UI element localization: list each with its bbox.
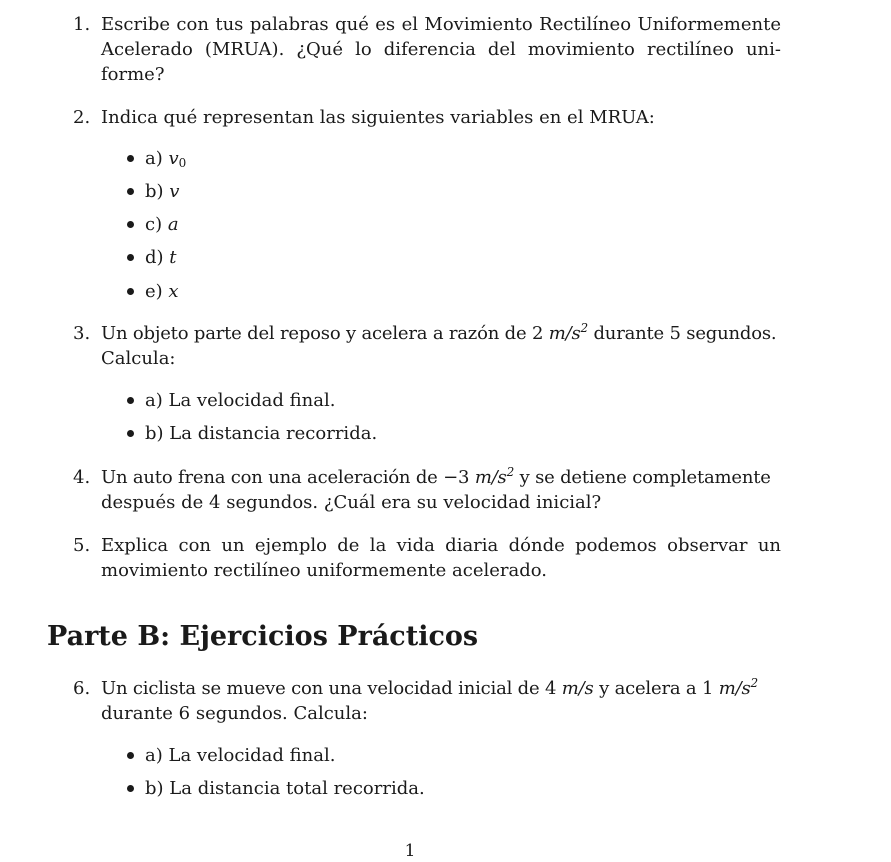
item-label: b) xyxy=(145,778,164,799)
item-label: b) xyxy=(145,181,164,202)
page-number: 1 xyxy=(404,841,416,861)
bullet-icon xyxy=(127,288,134,295)
question-line: movimiento rectilíneo uniformemente acelerado. xyxy=(101,560,548,581)
question-4 xyxy=(73,465,781,515)
unit-exponent: 2 xyxy=(750,676,758,690)
bullet-icon xyxy=(127,752,134,759)
section-title: Parte B: Ejercicios Prácticos xyxy=(47,621,479,652)
item-label: c) xyxy=(145,214,163,235)
variable-subscript: 0 xyxy=(178,156,187,170)
item-label: a) xyxy=(145,148,163,169)
question-text: Indica qué representan las siguientes variables en el MRUA: xyxy=(101,107,655,128)
item-label: e) xyxy=(145,281,163,302)
list-item xyxy=(123,212,179,237)
question-text xyxy=(101,321,781,371)
question-number: 5. xyxy=(73,535,91,556)
unit: m/s xyxy=(561,678,594,699)
item-label: d) xyxy=(145,247,164,268)
item-text: La velocidad final. xyxy=(168,745,336,766)
list-item xyxy=(123,743,335,768)
bullet-icon xyxy=(127,397,134,404)
question-line: durante 6 segundos. Calcula: xyxy=(101,703,368,724)
question-number: 6. xyxy=(73,678,91,699)
list-item xyxy=(123,388,335,413)
question-3 xyxy=(73,321,781,371)
question-text xyxy=(101,465,781,515)
item-label: a) xyxy=(145,390,163,411)
bullet-icon xyxy=(127,155,134,162)
unit: m/s xyxy=(548,323,581,344)
variable: t xyxy=(169,247,177,268)
bullet-icon xyxy=(127,430,134,437)
question-line: forme? xyxy=(101,64,165,85)
bullet-icon xyxy=(127,254,134,261)
question-text-part: durante 5 segundos. xyxy=(593,323,777,344)
question-number: 3. xyxy=(73,323,91,344)
question-text-part: Un ciclista se mueve con una velocidad inicial de 4 xyxy=(101,678,557,699)
question-text xyxy=(101,533,781,583)
question-2 xyxy=(73,105,781,130)
list-item xyxy=(123,245,177,270)
item-text: La velocidad final. xyxy=(168,390,336,411)
unit: m/s xyxy=(718,678,751,699)
unit: m/s xyxy=(474,467,507,488)
variable: v xyxy=(169,181,180,202)
unit-exponent: 2 xyxy=(506,465,515,479)
question-text-part: y acelera a 1 xyxy=(599,678,714,699)
question-line: Calcula: xyxy=(101,348,176,369)
list-item xyxy=(123,146,186,171)
variable: a xyxy=(167,214,179,235)
value: −3 xyxy=(443,467,470,488)
list-item xyxy=(123,179,179,204)
question-6 xyxy=(73,676,781,726)
item-label: b) xyxy=(145,423,164,444)
question-text xyxy=(101,12,781,87)
variable: v xyxy=(168,148,179,169)
list-item xyxy=(123,421,377,446)
question-text-part: y se detiene completamente xyxy=(519,467,771,488)
question-text-part: Un objeto parte del reposo y acelera a razón de 2 xyxy=(101,323,544,344)
item-text: La distancia total recorrida. xyxy=(169,778,425,799)
question-number: 1. xyxy=(73,14,91,35)
question-number: 2. xyxy=(73,107,91,128)
bullet-icon xyxy=(127,785,134,792)
question-1 xyxy=(73,12,781,87)
question-line: Escribe con tus palabras qué es el Movimiento Rectilíneo Uniformemente xyxy=(101,14,781,35)
bullet-icon xyxy=(127,188,134,195)
question-line: después de 4 segundos. ¿Cuál era su velocidad inicial? xyxy=(101,492,602,513)
item-text: La distancia recorrida. xyxy=(169,423,378,444)
question-5 xyxy=(73,533,781,583)
question-line: Acelerado (MRUA). ¿Qué lo diferencia del movimiento rectilíneo uni- xyxy=(101,39,781,60)
list-item xyxy=(123,776,425,801)
question-text-part: Un auto frena con una aceleración de xyxy=(101,467,438,488)
list-item xyxy=(123,279,179,304)
bullet-icon xyxy=(127,221,134,228)
question-text xyxy=(101,676,781,726)
question-line: Explica con un ejemplo de la vida diaria dónde podemos observar un xyxy=(101,535,781,556)
item-label: a) xyxy=(145,745,163,766)
variable: x xyxy=(168,281,179,302)
question-number: 4. xyxy=(73,467,91,488)
unit-exponent: 2 xyxy=(580,321,588,335)
